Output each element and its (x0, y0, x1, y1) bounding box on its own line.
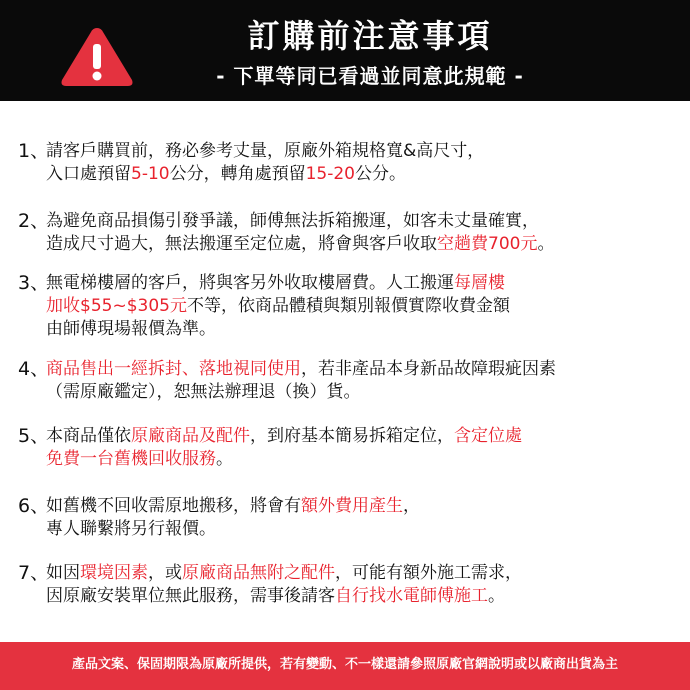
item-line (46, 295, 686, 318)
item-number: 4、 (18, 358, 50, 380)
body-text: （需原廠鑑定），恕無法辦理退（換）貨。 (46, 382, 361, 402)
body-text: 公分。 (355, 164, 406, 184)
item-line (46, 272, 686, 295)
body-text: 請客戶購買前，務必參考丈量，原廠外箱規格寬&高尺寸， (46, 141, 485, 161)
body-text: ，若非產品本身新品故障瑕疵因素 (301, 359, 556, 379)
highlighted-text: 環境因素 (80, 563, 148, 583)
item-line (46, 358, 686, 381)
item-line (46, 495, 686, 518)
body-text: 專人聯繫將另行報價。 (46, 519, 216, 539)
highlighted-text: 每層樓 (454, 273, 505, 293)
item-number: 3、 (18, 272, 50, 294)
highlighted-text: 加收$55~$305元 (46, 296, 187, 316)
item-number: 5、 (18, 425, 50, 447)
warning-triangle-icon (58, 24, 136, 90)
body-text: ，可能有額外施工需求， (335, 563, 522, 583)
item-number: 7、 (18, 562, 50, 584)
body-text: 。 (216, 449, 233, 469)
body-text: 本商品僅依 (46, 426, 131, 446)
body-text: 。 (537, 234, 555, 254)
body-text: 由師傅現場報價為準。 (46, 319, 216, 339)
highlighted-text: 原廠商品無附之配件 (182, 563, 335, 583)
page-subtitle: - 下單等同已看過並同意此規範 - (216, 64, 524, 88)
item-line (46, 318, 686, 341)
body-text: ，到府基本簡易拆箱定位， (250, 426, 454, 446)
body-text: 。 (488, 586, 505, 606)
highlighted-text: 15-20 (305, 164, 355, 184)
header-banner (0, 0, 690, 101)
body-text: 如舊機不回收需原地搬移，將會有 (46, 496, 301, 516)
item-number: 2、 (18, 210, 50, 232)
highlighted-text: 商品售出一經拆封、落地視同使用 (46, 359, 301, 379)
body-text: ，或 (148, 563, 182, 583)
body-text: 不等，依商品體積與類別報價實際收費金額 (186, 296, 510, 316)
item-line (46, 425, 686, 448)
highlighted-text: 額外費用產生 (301, 496, 403, 516)
item-text (46, 210, 686, 256)
item-line (46, 163, 686, 186)
item-text (46, 272, 686, 341)
footer-banner (0, 642, 690, 690)
item-number: 1、 (18, 140, 50, 162)
item-text (46, 140, 686, 186)
page-title: 訂購前注意事項 (247, 17, 493, 55)
item-line (46, 140, 686, 163)
highlighted-text: 原廠商品及配件 (131, 426, 250, 446)
body-text: 因原廠安裝單位無此服務，需事後請客 (46, 586, 335, 606)
item-text (46, 425, 686, 471)
body-text: ， (403, 496, 420, 516)
item-line (46, 448, 686, 471)
item-line (46, 210, 686, 233)
body-text: 造成尺寸過大，無法搬運至定位處，將會與客戶收取 (46, 234, 437, 254)
item-line (46, 381, 686, 404)
item-line (46, 518, 686, 541)
highlighted-text: 空趟費700元 (437, 234, 538, 254)
body-text: 如因 (46, 563, 80, 583)
highlighted-text: 5-10 (131, 164, 170, 184)
item-line (46, 585, 686, 608)
footer-text: 產品文案、保固期限為原廠所提供，若有變動、不一樣還請參照原廠官網說明或以廠商出貨為主 (71, 657, 618, 672)
item-line (46, 562, 686, 585)
item-text (46, 562, 686, 608)
item-number: 6、 (18, 495, 50, 517)
body-text: 無電梯樓層的客戶，將與客另外收取樓層費。人工搬運 (46, 273, 454, 293)
item-line (46, 233, 686, 256)
highlighted-text: 自行找水電師傅施工 (335, 586, 488, 606)
item-text (46, 495, 686, 541)
body-text: 入口處預留 (46, 164, 131, 184)
highlighted-text: 含定位處 (454, 426, 522, 446)
body-text: 公分，轉角處預留 (169, 164, 306, 184)
item-text (46, 358, 686, 404)
body-text: 為避免商品損傷引發爭議，師傅無法拆箱搬運，如客未丈量確實， (46, 211, 539, 231)
highlighted-text: 免費一台舊機回收服務 (46, 449, 216, 469)
